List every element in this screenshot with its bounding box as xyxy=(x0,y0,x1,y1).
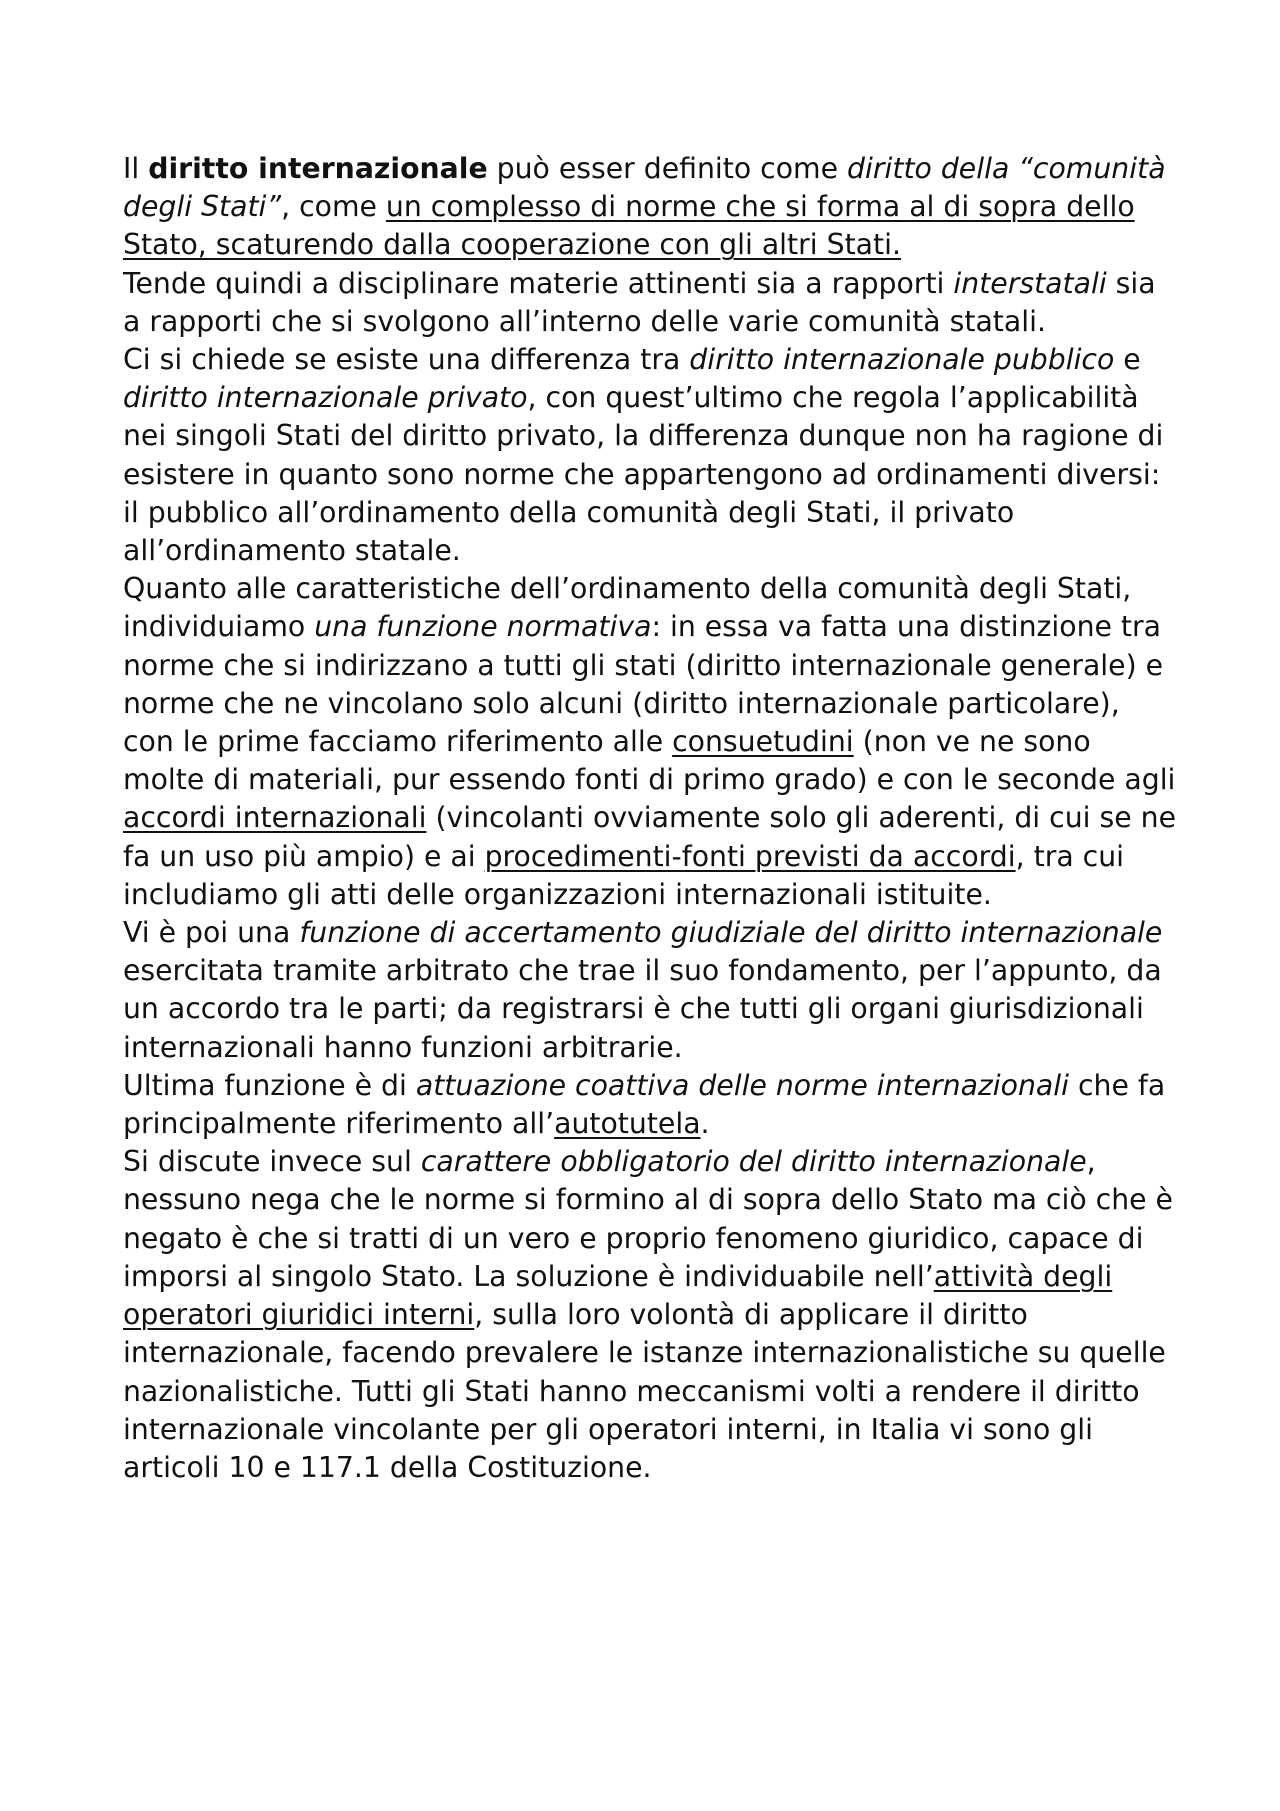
text-segment: , come xyxy=(281,190,386,224)
text-segment: e xyxy=(1114,343,1141,377)
italic-term: funzione di accertamento giudiziale del diritto internazionale xyxy=(299,916,1163,950)
paragraph-binding-nature xyxy=(123,1143,1178,1487)
paragraph-normative-function xyxy=(123,570,1178,914)
text-segment: Ultima funzione è di xyxy=(123,1068,416,1102)
italic-term: interstatali xyxy=(953,266,1107,300)
paragraph-judicial-function xyxy=(123,914,1178,1067)
text-segment: : in essa va fatta una distinzione tra norme che si indirizzano a tutti gli stati (diritto internazionale generale) e norme che ne vincolano solo alcuni (diritto internazionale particolare), con le prime facciamo riferimento alle xyxy=(123,610,1164,759)
underlined-phrase: un complesso di norme che si forma al di sopra dello Stato, scaturendo dalla cooperazione con gli altri Stati. xyxy=(123,190,1135,262)
italic-term: una funzione normativa xyxy=(314,610,652,644)
text-segment: Ci si chiede se esiste una differenza tra xyxy=(123,343,690,377)
text-segment: può esser definito come xyxy=(487,152,848,185)
text-segment: esercitata tramite arbitrato che trae il suo fondamento, per l’appunto, da un accordo tra le parti; da registrarsi è che tutti gli organi giurisdizionali internazionali hanno funzioni arbitrarie. xyxy=(123,954,1162,1064)
text-segment: Quanto alle caratteristiche dell’ordinamento della comunità degli Stati, individuiamo xyxy=(123,572,1132,644)
text-segment: sia a rapporti che si svolgono all’interno delle varie comunità statali. xyxy=(123,266,1156,338)
text-segment: che fa principalmente riferimento all’ xyxy=(123,1068,1166,1141)
paragraph-scope xyxy=(123,265,1178,341)
text-segment: , nessuno nega che le norme si formino al di sopra dello Stato ma ciò che è negato è che si tratti di un vero e proprio fenomeno giuridico, capace di imporsi al singolo Stato. La soluzione è individuabile nell’ xyxy=(123,1145,1173,1293)
italic-term: attuazione coattiva delle norme internazionali xyxy=(415,1068,1069,1102)
document-body xyxy=(123,150,1178,1487)
underlined-phrase: autotutela xyxy=(554,1107,701,1141)
text-segment: Si discute invece sul xyxy=(123,1145,421,1179)
paragraph-public-private xyxy=(123,341,1178,570)
paragraph-coercive-function xyxy=(123,1067,1178,1143)
italic-term: diritto internazionale privato xyxy=(123,381,528,415)
italic-term: carattere obbligatorio del diritto internazionale xyxy=(420,1145,1087,1179)
text-segment: , tra cui includiamo gli atti delle organizzazioni internazionali istituite. xyxy=(123,839,1125,911)
underlined-phrase: attività degli operatori giuridici interni xyxy=(123,1259,1113,1332)
text-segment: (non ve ne sono molte di materiali, pur essendo fonti di primo grado) e con le seconde agli xyxy=(123,725,1176,797)
underlined-phrase: accordi internazionali xyxy=(123,801,427,835)
italic-term: diritto della “comunità degli Stati” xyxy=(123,152,1166,224)
text-segment: . xyxy=(700,1107,710,1141)
text-segment: (vincolanti ovviamente solo gli aderenti, di cui se ne fa un uso più ampio) e ai xyxy=(123,801,1176,873)
underlined-phrase: procedimenti-fonti previsti da accordi xyxy=(484,839,1016,873)
underlined-phrase: consuetudini xyxy=(672,725,854,759)
text-segment: , con quest’ultimo che regola l’applicabilità nei singoli Stati del diritto privato, la differenza dunque non ha ragione di esistere in quanto sono norme che appartengono ad ordinamenti diversi: il pubblico all’ordinamento della comunità degli Stati, il privato all’ordinamento statale. xyxy=(123,381,1164,568)
text-segment: Il xyxy=(123,152,149,185)
italic-term: diritto internazionale pubblico xyxy=(689,343,1115,377)
text-segment: , sulla loro volontà di applicare il diritto internazionale, facendo prevalere le istanze internazionalistiche su quelle nazionalistiche. Tutti gli Stati hanno meccanismi volti a rendere il diritto internazionale vincolante per gli operatori interni, in Italia vi sono gli articoli 10 e 117.1 della Costituzione. xyxy=(123,1298,1166,1484)
bold-term: diritto internazionale xyxy=(148,152,488,185)
paragraph-definition xyxy=(123,150,1178,265)
text-segment: Tende quindi a disciplinare materie attinenti sia a rapporti xyxy=(123,266,954,300)
text-segment: Vi è poi una xyxy=(123,916,300,950)
